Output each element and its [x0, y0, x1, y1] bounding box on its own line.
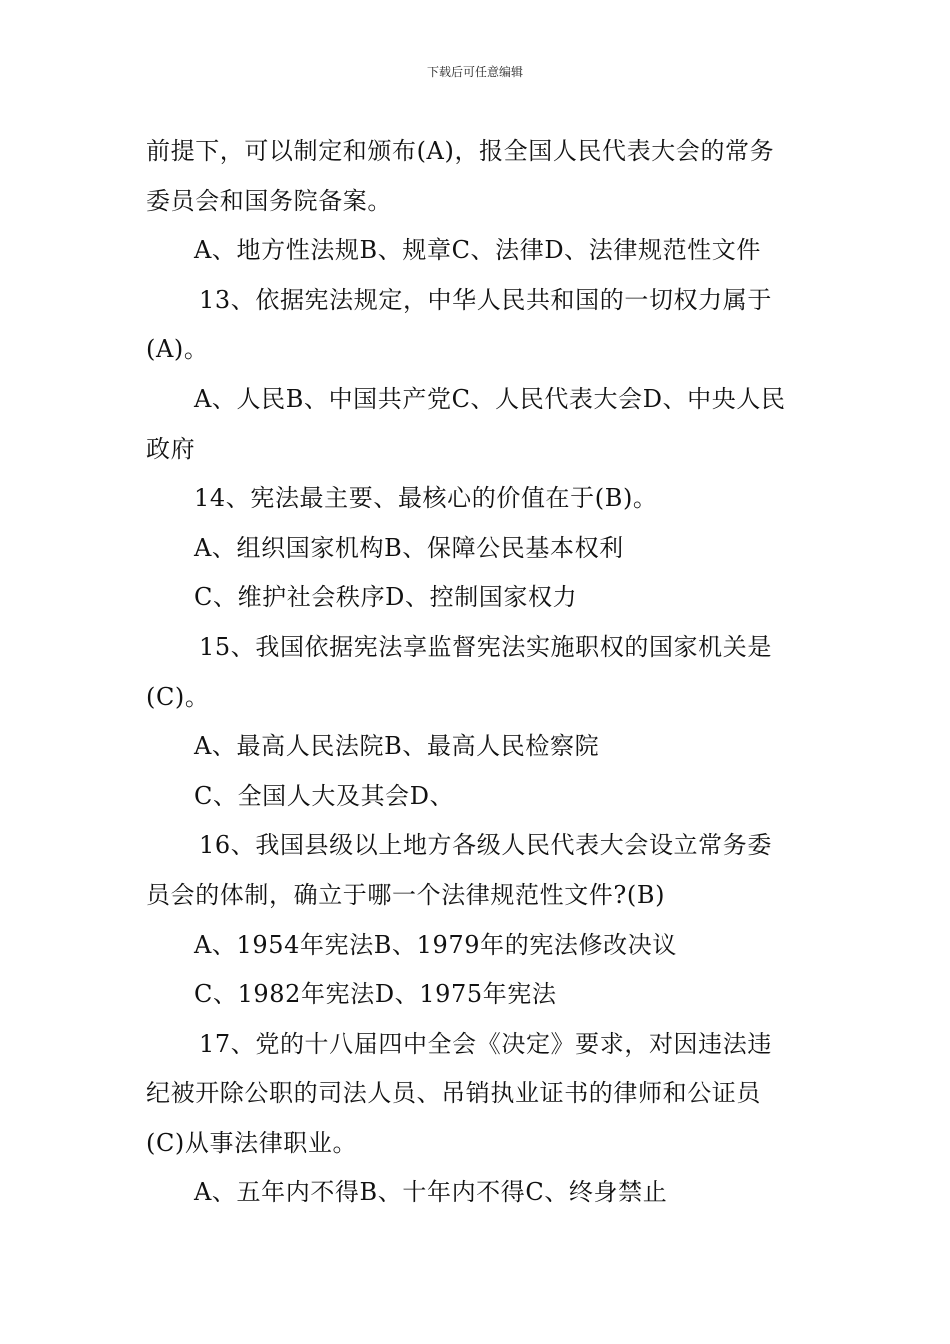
answer-options-line: A、人民B、中国共产党C、人民代表大会D、中央人民: [194, 384, 786, 413]
text-line: (A)。: [146, 335, 209, 364]
question-17: 17、党的十八届四中全会《决定》要求，对因违法违: [199, 1029, 772, 1058]
text-line: 政府: [146, 434, 196, 463]
answer-options-line: A、最高人民法院B、最高人民检察院: [194, 732, 600, 761]
text-line: (C)从事法律职业。: [146, 1128, 358, 1157]
answer-options-line: C、1982年宪法D、1975年宪法: [194, 980, 557, 1009]
text-line: 纪被开除公职的司法人员、吊销执业证书的律师和公证员: [146, 1079, 761, 1108]
text-line: 员会的体制，确立于哪一个法律规范性文件?(B): [146, 880, 666, 909]
answer-options-line: A、五年内不得B、十年内不得C、终身禁止: [194, 1178, 668, 1207]
answer-options-line: C、维护社会秩序D、控制国家权力: [194, 583, 578, 612]
document-body: [146, 127, 811, 1218]
answer-options-line: C、全国人大及其会D、: [194, 781, 455, 810]
answer-options-line: A、地方性法规B、规章C、法律D、法律规范性文件: [194, 236, 761, 265]
question-16: 16、我国县级以上地方各级人民代表大会设立常务委: [199, 831, 772, 860]
text-line: (C)。: [146, 682, 210, 711]
text-line: 委员会和国务院备案。: [146, 186, 392, 215]
question-14: 14、宪法最主要、最核心的价值在于(B)。: [194, 484, 658, 513]
page-header-note: 下载后可任意编辑: [426, 65, 523, 79]
text-line: 前提下，可以制定和颁布(A)，报全国人民代表大会的常务: [146, 137, 775, 165]
question-15: 15、我国依据宪法享监督宪法实施职权的国家机关是: [199, 632, 772, 661]
answer-options-line: A、组织国家机构B、保障公民基本权利: [194, 533, 624, 562]
question-13: 13、依据宪法规定，中华人民共和国的一切权力属于: [199, 285, 772, 314]
answer-options-line: A、1954年宪法B、1979年的宪法修改决议: [194, 930, 677, 959]
